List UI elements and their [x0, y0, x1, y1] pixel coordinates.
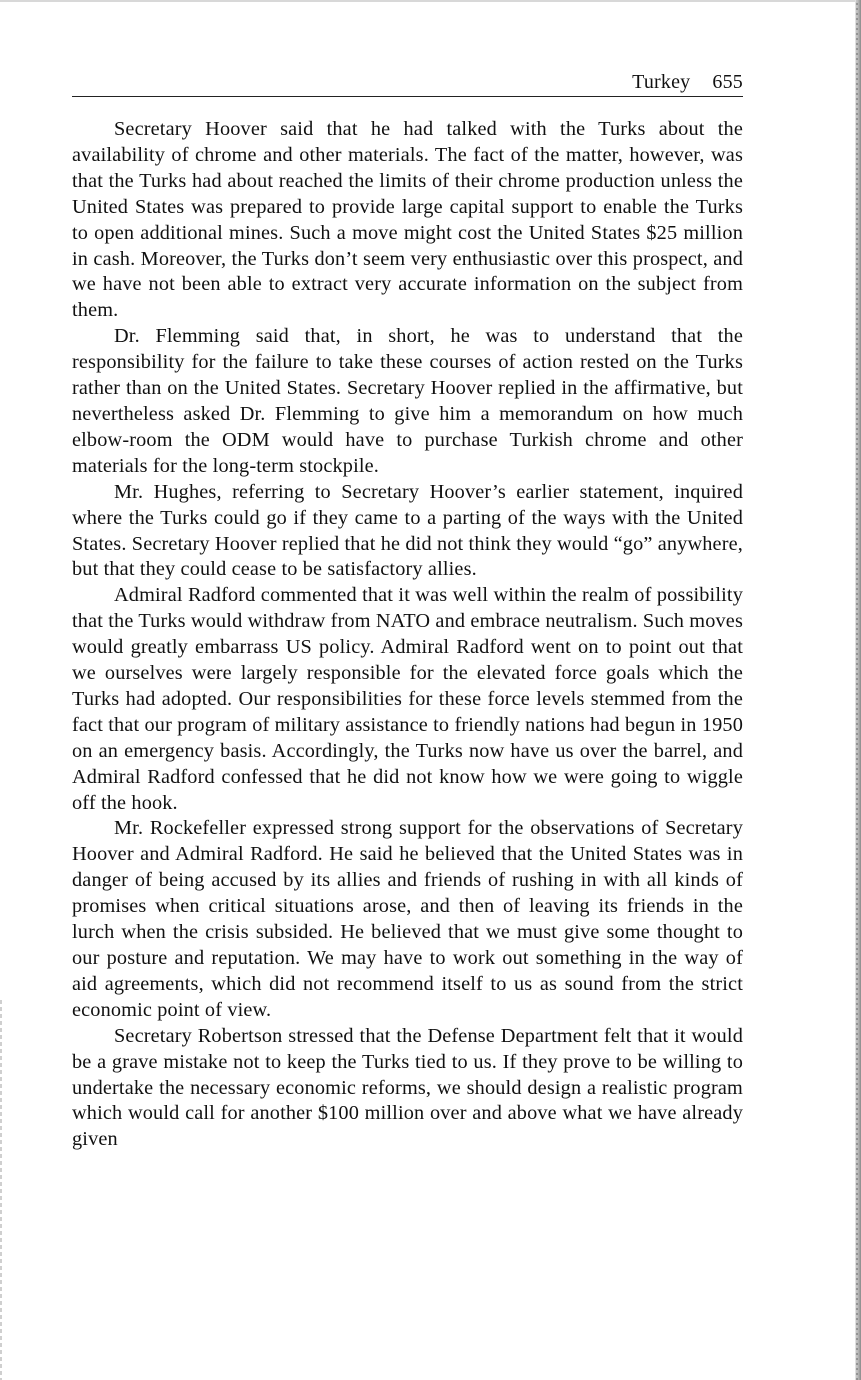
page-number: 655 — [712, 71, 743, 93]
page-left-edge — [0, 1000, 2, 1380]
document-body — [72, 117, 743, 1153]
paragraph-hughes: Mr. Hughes, referring to Secretary Hoover’s earlier statement, inquired where the Turks could go if they came to a parting of the ways with the United States. Secretary Hoover replied that he did not think they would “go” anywhere, but that they could cease to be satisfactory allies. — [72, 480, 743, 581]
paragraph-radford: Admiral Radford commented that it was well within the realm of possibility that the Turks would withdraw from NATO and embrace neutralism. Such moves would greatly embarrass US policy. Admiral Radford went on to point out that we ourselves were largely responsible for the elevated force goals which the Turks had adopted. Our responsibilities for these force levels stemmed from the fact that our program of military assistance to friendly nations had begun in 1950 on an emergency basis. Accordingly, the Turks now have us over the barrel, and Admiral Radford confessed that he did not know how we were going to wiggle off the hook. — [72, 584, 743, 814]
running-head — [72, 68, 743, 97]
paragraph-hoover-chrome: Secretary Hoover said that he had talked with the Turks about the availability of chrome and other materials. The fact of the matter, however, was that the Turks had about reached the limits of their chrome production unless the United States was prepared to provide large capital support to enable the Turks to open additional mines. Such a move might cost the United States $25 million in cash. Moreover, the Turks don’t seem very enthusiastic over this prospect, and we have not been able to extract very accurate information on the subject from them. — [72, 118, 743, 322]
running-head-title: Turkey — [632, 71, 691, 93]
paragraph-rockefeller: Mr. Rockefeller expressed strong support for the observations of Secretary Hoover and Admiral Radford. He said he believed that the United States was in danger of being accused by its allies and friends of rushing in with all kinds of promises when critical situations arose, and then of leaving its friends in the lurch when the crisis subsided. He believed that we must give some thought to our posture and reputation. We may have to work out something in the way of aid agreements, which did not recommend itself to us as sound from the strict economic point of view. — [72, 817, 743, 1021]
page-binding-edge — [855, 0, 861, 1380]
paragraph-robertson: Secretary Robertson stressed that the Defense Department felt that it would be a grave mistake not to keep the Turks tied to us. If they prove to be willing to undertake the necessary economic reforms, we should design a realistic program which would call for another $100 million over and above what we have already given — [72, 1024, 743, 1151]
paragraph-flemming: Dr. Flemming said that, in short, he was to understand that the responsibility for the failure to take these courses of action rested on the Turks rather than on the United States. Secretary Hoover replied in the affirmative, but nevertheless asked Dr. Flemming to give him a memorandum on how much elbow-room the ODM would have to purchase Turkish chrome and other materials for the long-term stockpile. — [72, 325, 743, 477]
page-top-edge — [0, 0, 861, 2]
